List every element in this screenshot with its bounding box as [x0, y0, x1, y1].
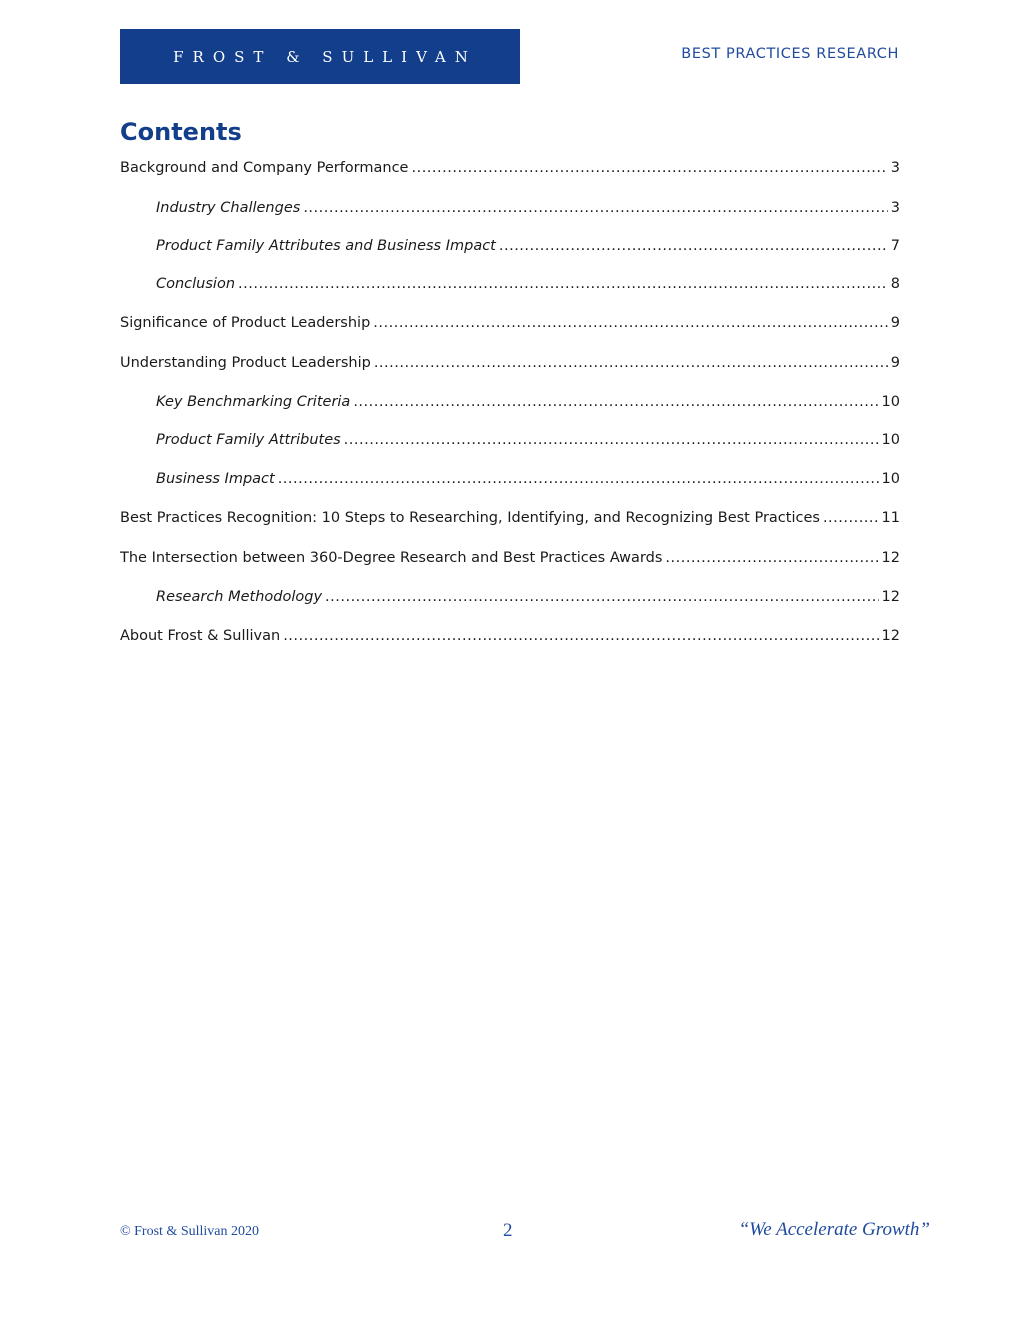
toc-dot-leader [411, 159, 887, 177]
toc-entry[interactable] [120, 314, 900, 332]
toc-entry[interactable] [120, 627, 900, 645]
header-label: BEST PRACTICES RESEARCH [681, 46, 899, 62]
toc-dot-leader [278, 470, 879, 488]
footer-slogan: “We Accelerate Growth” [738, 1219, 930, 1240]
toc-dot-leader [283, 627, 878, 645]
toc-entry-label: Conclusion [156, 276, 236, 292]
toc-entry[interactable] [120, 159, 900, 177]
toc-entry[interactable] [156, 199, 900, 217]
toc-dot-leader [238, 275, 888, 293]
toc-entry-label: The Intersection between 360-Degree Research and Best Practices Awards [120, 550, 663, 566]
toc-entry-page: 7 [890, 238, 900, 254]
toc-dot-leader [374, 354, 888, 372]
toc-entry-page: 12 [881, 550, 900, 566]
toc-entry-page: 8 [890, 276, 900, 292]
toc-entry[interactable] [120, 354, 900, 372]
toc-entry-page: 3 [890, 200, 900, 216]
toc-entry-label: Key Benchmarking Criteria [156, 394, 351, 410]
toc-entry-label: Industry Challenges [156, 200, 301, 216]
toc-entry-label: Product Family Attributes [156, 432, 341, 448]
toc-entry[interactable] [156, 431, 900, 449]
toc-entry[interactable] [156, 470, 900, 488]
toc-dot-leader [499, 237, 888, 255]
toc-entry-label: Background and Company Performance [120, 160, 409, 176]
toc-entry-label: Significance of Product Leadership [120, 315, 371, 331]
toc-dot-leader [344, 431, 879, 449]
toc-entry[interactable] [156, 588, 900, 606]
toc-entry[interactable] [120, 509, 900, 527]
toc-entry[interactable] [156, 393, 900, 411]
toc-entry-page: 9 [890, 355, 900, 371]
toc-entry-label: Best Practices Recognition: 10 Steps to Researching, Identifying, and Recognizing Best Practices [120, 510, 820, 526]
footer-copyright: © Frost & Sullivan 2020 [120, 1224, 259, 1239]
toc-dot-leader [665, 549, 878, 567]
toc-entry-label: About Frost & Sullivan [120, 628, 281, 644]
company-logo [120, 29, 520, 84]
page-title: Contents [120, 118, 242, 146]
page-footer [120, 1218, 930, 1242]
toc-entry-page: 10 [881, 432, 900, 448]
toc-entry-label: Product Family Attributes and Business Impact [156, 238, 496, 254]
toc-entry-page: 12 [881, 589, 900, 605]
toc-entry-page: 3 [890, 160, 900, 176]
toc-entry-label: Business Impact [156, 471, 275, 487]
toc-dot-leader [303, 199, 887, 217]
toc-entry-page: 10 [881, 394, 900, 410]
toc-entry-page: 12 [881, 628, 900, 644]
toc-dot-leader [353, 393, 878, 411]
toc-dot-leader [373, 314, 887, 332]
footer-page-number: 2 [503, 1220, 513, 1241]
toc-entry[interactable] [156, 237, 900, 255]
toc-entry-page: 10 [881, 471, 900, 487]
toc-entry[interactable] [120, 549, 900, 567]
toc-entry-page: 9 [890, 315, 900, 331]
toc-dot-leader [823, 509, 879, 527]
toc-entry-label: Research Methodology [156, 589, 323, 605]
toc-entry-page: 11 [881, 510, 900, 526]
toc-entry[interactable] [156, 275, 900, 293]
toc-dot-leader [325, 588, 879, 606]
toc-entry-label: Understanding Product Leadership [120, 355, 371, 371]
logo-text: FROST & SULLIVAN [173, 47, 477, 66]
